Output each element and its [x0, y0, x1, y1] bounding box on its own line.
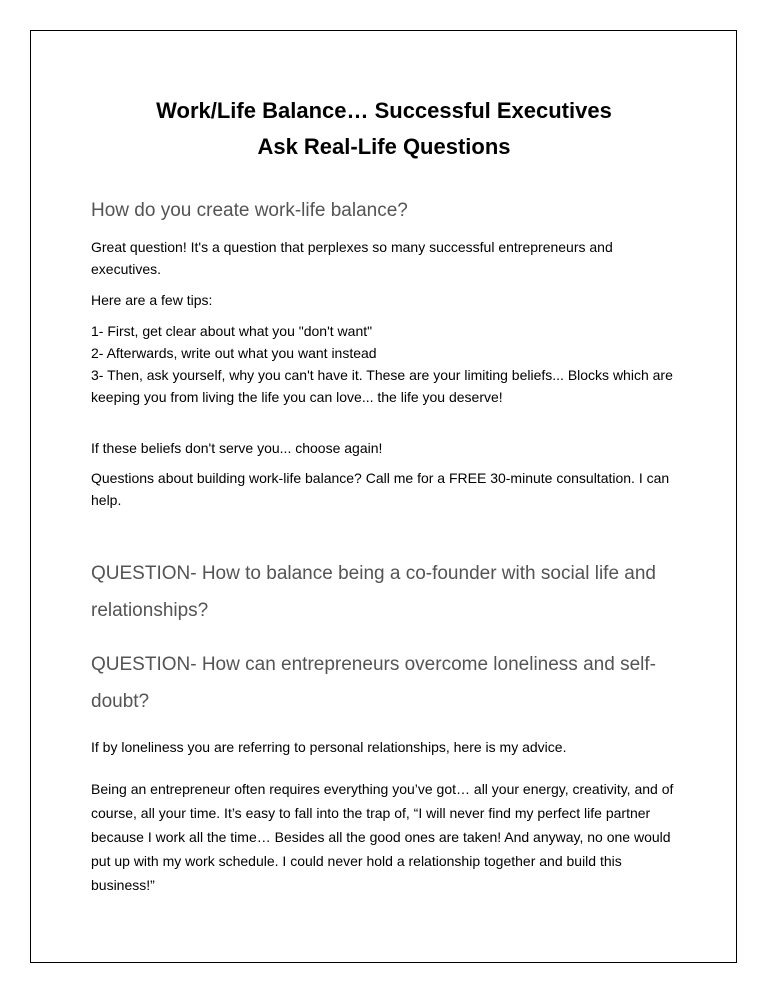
paragraph-entrepreneur-time: Being an entrepreneur often requires everything you’ve got… all your energy, creativity, and of course, all your time. It’s easy to fall into the trap of, “I will never find my perfect life partner because I work all the time… Besides all the good ones are taken! And anyway, no one would put up with my work schedule. I could never hold a relationship together and build this business!” — [91, 781, 674, 893]
question-heading-cofounder: QUESTION- How to balance being a co-founder with social life and relationships? — [91, 563, 656, 621]
paragraph-choose-again: If these beliefs don't serve you... choose again! — [91, 440, 383, 456]
title-line-2: Ask Real-Life Questions — [257, 134, 511, 159]
paragraph-loneliness-advice: If by loneliness you are referring to personal relationships, here is my advice. — [91, 739, 567, 755]
tip-item: 2- Afterwards, write out what you want instead — [91, 345, 377, 361]
paragraph-consultation: Questions about building work-life balance? Call me for a FREE 30-minute consultation. I can help. — [91, 470, 670, 508]
paragraph-intro: Great question! It's a question that perplexes so many successful entrepreneurs and executives. — [91, 239, 613, 277]
section-heading: How do you create work-life balance? — [91, 200, 408, 221]
tip-item: 3- Then, ask yourself, why you can't have it. These are your limiting beliefs... Blocks which are keeping you from living the life you can love... the life you deserve! — [91, 367, 673, 405]
paragraph-tips-intro: Here are a few tips: — [91, 292, 213, 308]
tip-item: 1- First, get clear about what you "don't want" — [91, 323, 373, 339]
question-heading-loneliness: QUESTION- How can entrepreneurs overcome loneliness and self-doubt? — [91, 654, 656, 712]
title-line-1: Work/Life Balance… Successful Executives — [156, 98, 612, 123]
document-title — [0, 93, 768, 165]
tips-list — [91, 320, 681, 408]
